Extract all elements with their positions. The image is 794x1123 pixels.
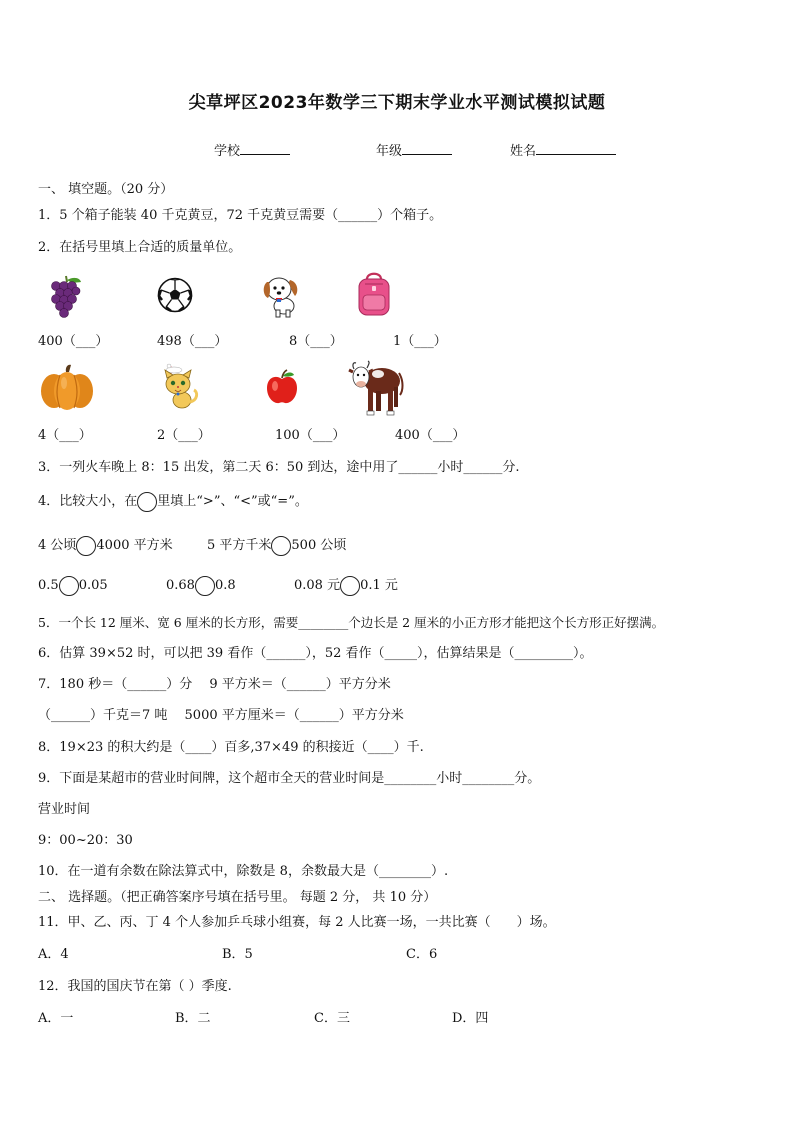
- q12-option-d[interactable]: D．四: [452, 1011, 489, 1026]
- q4-row1-b: [207, 538, 346, 554]
- question-11: 11．甲、乙、丙、丁 4 个人参加乒乓球小组赛，每 2 人比赛一场，一共比赛（ ）场。: [38, 915, 556, 930]
- q4-r1b-left: 5 平方千米: [207, 538, 272, 553]
- school-blank[interactable]: [240, 142, 290, 155]
- grade-field: [376, 142, 452, 160]
- question-10: 10．在一道有余数在除法算式中，除数是 8，余数最大是（________）.: [38, 864, 449, 879]
- question-12: 12．我国的国庆节在第（ ）季度.: [38, 979, 232, 994]
- section2-heading: 二、 选择题。（把正确答案序号填在括号里。 每题 2 分， 共 10 分）: [38, 890, 437, 905]
- question-6: 6．估算 39×52 时，可以把 39 看作（______），52 看作（_____），估算结果是（_________）。: [38, 646, 593, 661]
- school-field: [214, 142, 290, 160]
- compare-circle-5[interactable]: [340, 576, 360, 596]
- q4-r2a-right: 0.05: [78, 578, 108, 593]
- grade-label: 年级: [376, 144, 403, 159]
- q4-r2b-right: 0.8: [214, 578, 236, 593]
- compare-circle-4[interactable]: [195, 576, 215, 596]
- q4-r2a-left: 0.5: [38, 578, 59, 593]
- grade-blank[interactable]: [402, 142, 452, 155]
- question-9: 9．下面是某超市的营业时间牌，这个超市全天的营业时间是________小时________分。: [38, 771, 541, 786]
- compare-circle: [137, 492, 157, 512]
- q11-option-c[interactable]: C．6: [406, 947, 438, 962]
- q2-item-5: 4（___）: [38, 428, 92, 443]
- name-label: 姓名: [510, 144, 537, 159]
- q4-r1a-right: 4000 平方米: [96, 538, 173, 553]
- backpack-icon: [355, 271, 393, 317]
- school-label: 学校: [214, 144, 241, 159]
- q4-row2-b: [166, 578, 236, 594]
- name-blank[interactable]: [536, 142, 616, 155]
- q4-row1-a: [38, 538, 173, 554]
- q4-row2-a: [38, 578, 108, 594]
- q4-intro-a: 4．比较大小，在: [38, 494, 138, 509]
- question-8: 8．19×23 的积大约是（____）百多,37×49 的积接近（____）千.: [38, 740, 424, 755]
- grapes-icon: [48, 274, 84, 320]
- q2-item-1: 400（___）: [38, 334, 109, 349]
- compare-circle-2[interactable]: [271, 536, 291, 556]
- q2-item-2: 498（___）: [157, 334, 228, 349]
- question-7-line-2: （______）千克＝7 吨 5000 平方厘米＝（______）平方分米: [38, 708, 404, 723]
- q12-option-a[interactable]: A．一: [38, 1011, 74, 1026]
- question-2: 2．在括号里填上合适的质量单位。: [38, 240, 242, 255]
- apple-icon: [265, 369, 299, 405]
- kitten-icon: [160, 364, 200, 410]
- name-field: [510, 142, 616, 160]
- q12-option-c[interactable]: C．三: [314, 1011, 350, 1026]
- question-5: 5．一个长 12 厘米、宽 6 厘米的长方形，需要________个边长是 2 厘米的小正方形才能把这个长方形正好摆满。: [38, 615, 665, 630]
- q4-r2b-left: 0.68: [166, 578, 195, 593]
- cow-icon: [350, 359, 404, 417]
- q9-sign-title: 营业时间: [38, 802, 91, 817]
- question-7-line-1: 7．180 秒＝（______）分 9 平方米＝（______）平方分米: [38, 677, 391, 692]
- q4-intro-b: 里填上“>”、“<”或“=”。: [157, 494, 308, 509]
- q2-item-7: 100（___）: [275, 428, 346, 443]
- question-4: [38, 494, 308, 510]
- compare-circle-3[interactable]: [59, 576, 79, 596]
- q4-r1a-left: 4 公顷: [38, 538, 77, 553]
- q2-item-4: 1（___）: [393, 334, 447, 349]
- q9-sign-time: 9：00~20：30: [38, 833, 133, 848]
- question-3: 3．一列火车晚上 8：15 出发，第二天 6：50 到达，途中用了______小时______分.: [38, 460, 520, 475]
- q11-option-a[interactable]: A．4: [38, 947, 69, 962]
- soccer-ball-icon: [157, 277, 193, 313]
- section1-heading: 一、 填空题。（20 分）: [38, 182, 174, 197]
- puppy-icon: [262, 272, 300, 318]
- q4-r1b-right: 500 公顷: [291, 538, 347, 553]
- q2-item-3: 8（___）: [289, 334, 343, 349]
- q12-option-b[interactable]: B．二: [175, 1011, 211, 1026]
- q11-option-b[interactable]: B．5: [222, 947, 253, 962]
- pumpkin-icon: [40, 363, 94, 411]
- q4-r2c-right: 0.1 元: [360, 578, 398, 593]
- q4-r2c-left: 0.08 元: [294, 578, 341, 593]
- page-title: 尖草坪区2023年数学三下期末学业水平测试模拟试题: [188, 93, 606, 113]
- q2-item-8: 400（___）: [395, 428, 466, 443]
- q4-row2-c: [294, 578, 398, 594]
- q2-item-6: 2（___）: [157, 428, 211, 443]
- compare-circle-1[interactable]: [76, 536, 96, 556]
- question-1: 1．5 个箱子能装 40 千克黄豆，72 千克黄豆需要（______）个箱子。: [38, 208, 443, 223]
